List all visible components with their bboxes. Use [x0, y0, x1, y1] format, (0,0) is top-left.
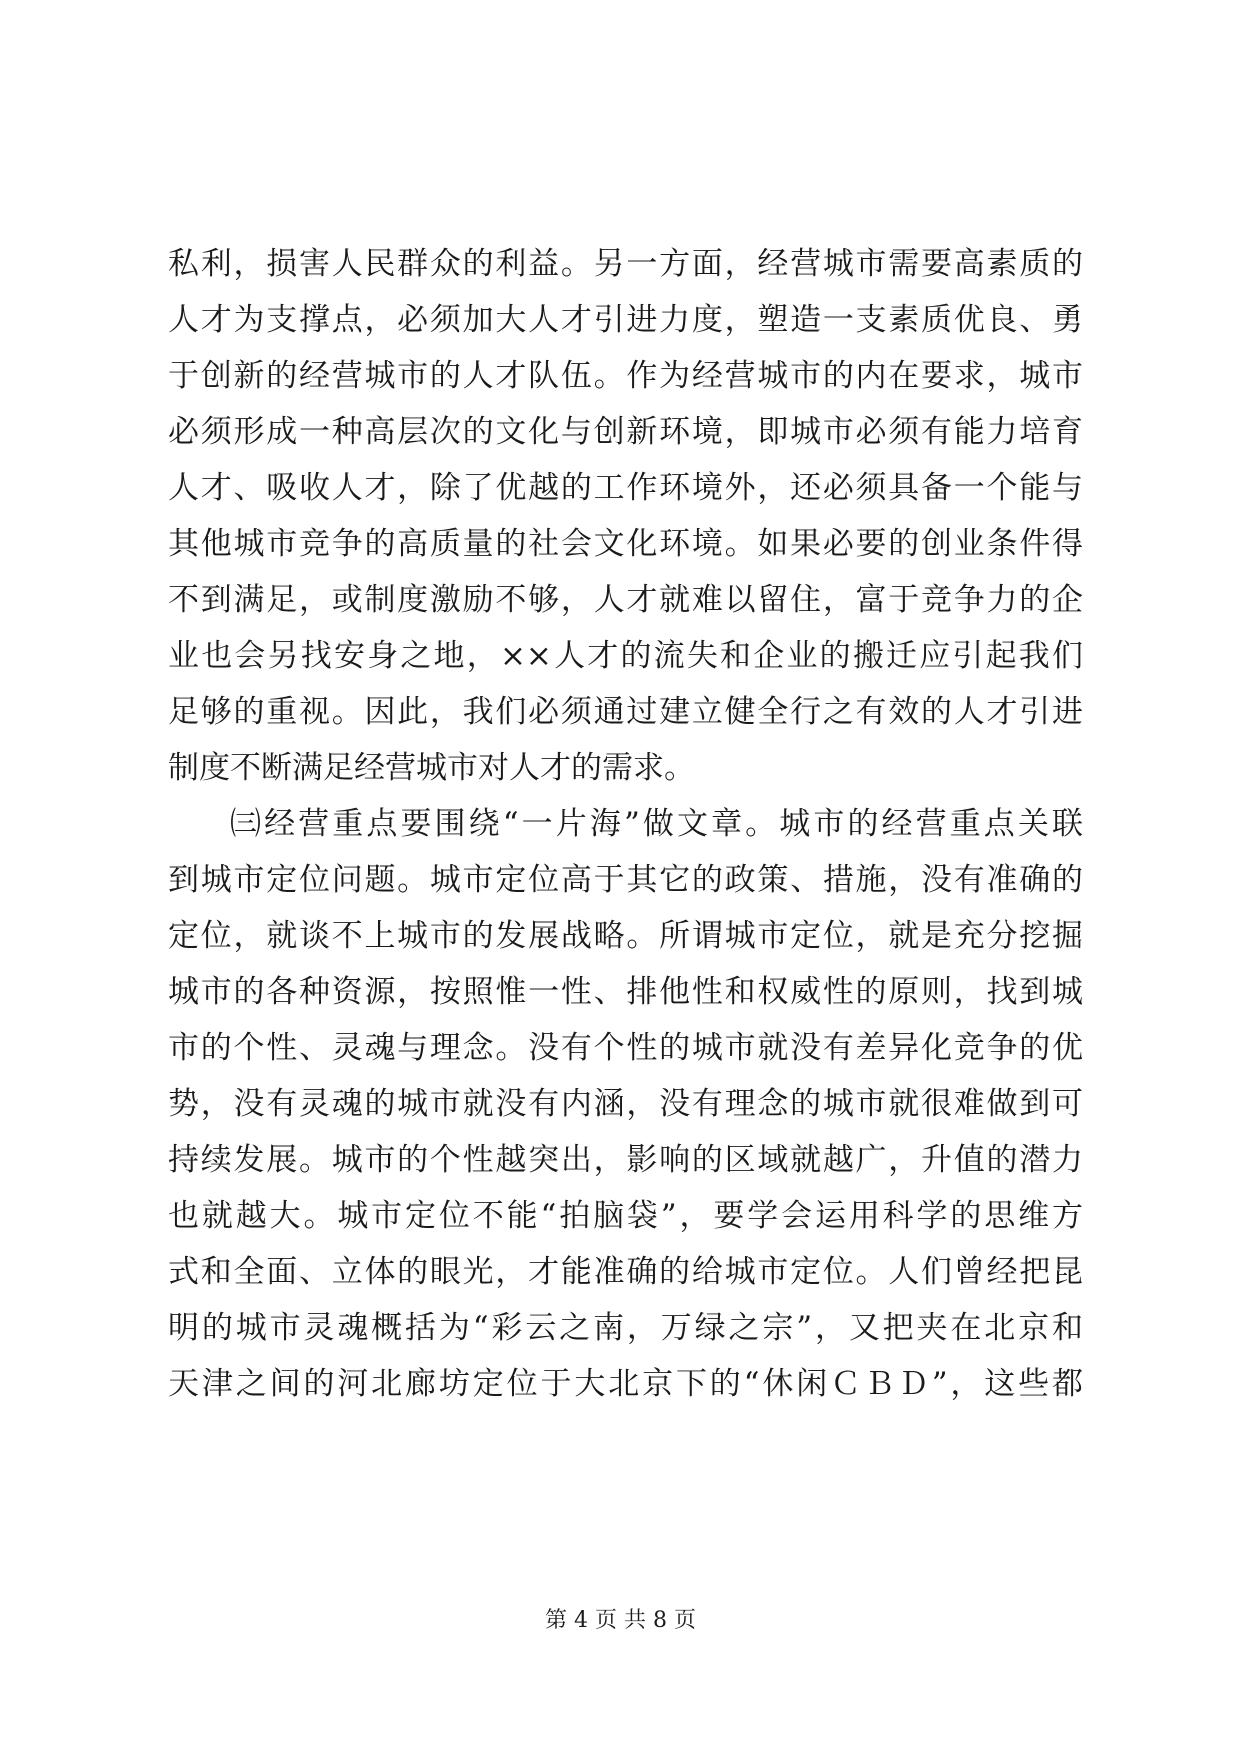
text-line: 天津之间的河北廊坊定位于大北京下的“休闲ＣＢＤ”，这些都 — [168, 1366, 1083, 1402]
text-line: 业也会另找安身之地，××人才的流失和企业的搬迁应引起我们 — [168, 638, 1083, 674]
paragraph-heading-line: ㈢经营重点要围绕“一片海”做文章。城市的经营重点关联 — [230, 806, 1083, 842]
text-line: 人才、吸收人才，除了优越的工作环境外，还必须具备一个能与 — [168, 470, 1083, 506]
text-line: 制度不断满足经营城市对人才的需求。 — [168, 750, 695, 786]
body-text — [168, 236, 1083, 1412]
text-line: 城市的各种资源，按照惟一性、排他性和权威性的原则，找到城 — [168, 974, 1083, 1010]
text-line: 持续发展。城市的个性越突出，影响的区域就越广，升值的潜力 — [168, 1142, 1083, 1178]
text-line: 不到满足，或制度激励不够，人才就难以留住，富于竞争力的企 — [168, 582, 1083, 618]
text-line: 人才为支撑点，必须加大人才引进力度，塑造一支素质优良、勇 — [168, 302, 1083, 338]
text-line: 式和全面、立体的眼光，才能准确的给城市定位。人们曾经把昆 — [168, 1254, 1083, 1290]
text-line: 市的个性、灵魂与理念。没有个性的城市就没有差异化竞争的优 — [168, 1030, 1083, 1066]
text-line: 足够的重视。因此，我们必须通过建立健全行之有效的人才引进 — [168, 694, 1083, 730]
text-line: 明的城市灵魂概括为“彩云之南，万绿之宗”，又把夹在北京和 — [168, 1310, 1083, 1346]
page-footer: 第 4 页 共 8 页 — [545, 1608, 696, 1633]
text-line: 私利，损害人民群众的利益。另一方面，经营城市需要高素质的 — [168, 246, 1083, 282]
text-line: 势，没有灵魂的城市就没有内涵，没有理念的城市就很难做到可 — [168, 1086, 1083, 1122]
text-line: 也就越大。城市定位不能“拍脑袋”，要学会运用科学的思维方 — [168, 1198, 1083, 1234]
text-line: 到城市定位问题。城市定位高于其它的政策、措施，没有准确的 — [168, 862, 1083, 898]
text-line: 定位，就谈不上城市的发展战略。所谓城市定位，就是充分挖掘 — [168, 918, 1083, 954]
text-line: 于创新的经营城市的人才队伍。作为经营城市的内在要求，城市 — [168, 358, 1083, 394]
text-line: 其他城市竞争的高质量的社会文化环境。如果必要的创业条件得 — [168, 526, 1083, 562]
text-line: 必须形成一种高层次的文化与创新环境，即城市必须有能力培育 — [168, 414, 1083, 450]
